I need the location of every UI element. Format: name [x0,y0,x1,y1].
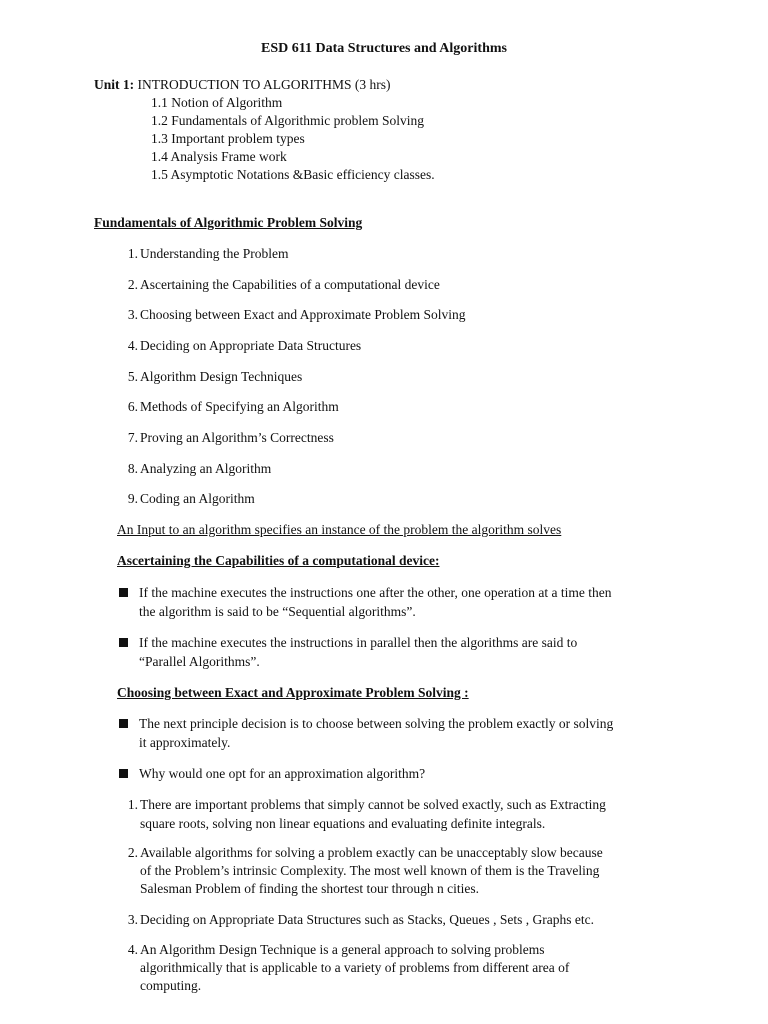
square-bullet-icon [119,638,128,647]
unit-label: Unit 1: [94,77,135,92]
list-item-number: 4. [127,942,138,957]
list-item-text: of the Problem’s intrinsic Complexity. The most well known of them is the Traveling [140,863,600,878]
bullet-text: the algorithm is said to be “Sequential algorithms”. [139,604,416,619]
list-item-number: 2. [127,845,138,860]
list-item-number: 9. [127,491,138,506]
unit-name: INTRODUCTION TO ALGORITHMS (3 hrs) [134,77,391,92]
list-item-text: Ascertaining the Capabilities of a computational device [140,277,440,292]
square-bullet-icon [119,719,128,728]
unit-heading [94,76,391,94]
list-item-text: Coding an Algorithm [140,491,255,506]
section-heading-capabilities: Ascertaining the Capabilities of a computational device: [117,553,440,568]
list-item-text: An Algorithm Design Technique is a general approach to solving problems [140,942,545,957]
bullet-text: The next principle decision is to choose between solving the problem exactly or solving [139,716,614,731]
unit-subtopic: 1.1 Notion of Algorithm [151,95,283,110]
bullet-text: it approximately. [139,735,231,750]
list-item-text: Choosing between Exact and Approximate Problem Solving [140,307,466,322]
list-item-text: Salesman Problem of finding the shortest tour through n cities. [140,881,479,896]
square-bullet-icon [119,769,128,778]
unit-subtopic: 1.4 Analysis Frame work [151,149,287,164]
square-bullet-icon [119,588,128,597]
list-item-number: 3. [127,912,138,927]
list-item-number: 6. [127,399,138,414]
list-item-number: 7. [127,430,138,445]
list-item-text: Understanding the Problem [140,246,289,261]
bullet-text: “Parallel Algorithms”. [139,654,260,669]
document-title: ESD 611 Data Structures and Algorithms [261,41,507,56]
list-item-text: There are important problems that simply cannot be solved exactly, such as Extracting [140,797,606,812]
list-item-number: 3. [127,307,138,322]
list-item-text: computing. [140,978,202,993]
list-item-number: 5. [127,369,138,384]
section-heading-exact-vs-approx: Choosing between Exact and Approximate Problem Solving : [117,685,469,700]
bullet-text: Why would one opt for an approximation algorithm? [139,766,426,781]
list-item-text: square roots, solving non linear equations and evaluating definite integrals. [140,816,546,831]
bullet-text: If the machine executes the instructions in parallel then the algorithms are said to [139,635,578,650]
list-item-text: Algorithm Design Techniques [140,369,303,384]
section-heading-fundamentals: Fundamentals of Algorithmic Problem Solving [94,215,363,230]
list-item-number: 2. [127,277,138,292]
unit-subtopic: 1.3 Important problem types [151,131,305,146]
list-item-number: 4. [127,338,138,353]
unit-subtopic: 1.5 Asymptotic Notations &Basic efficiency classes. [151,167,435,182]
list-item-text: Analyzing an Algorithm [140,461,272,476]
unit-subtopic: 1.2 Fundamentals of Algorithmic problem Solving [151,113,424,128]
list-item-number: 1. [127,797,138,812]
list-item-text: algorithmically that is applicable to a variety of problems from different area of [140,960,570,975]
list-item-text: Proving an Algorithm’s Correctness [140,430,334,445]
list-item-text: Deciding on Appropriate Data Structures [140,338,362,353]
input-instance-note: An Input to an algorithm specifies an instance of the problem the algorithm solves [117,522,562,537]
list-item-text: Deciding on Appropriate Data Structures such as Stacks, Queues , Sets , Graphs etc. [140,912,595,927]
list-item-number: 8. [127,461,138,476]
list-item-text: Methods of Specifying an Algorithm [140,399,339,414]
list-item-text: Available algorithms for solving a problem exactly can be unacceptably slow because [140,845,603,860]
list-item-number: 1. [127,246,138,261]
bullet-text: If the machine executes the instructions one after the other, one operation at a time then [139,585,612,600]
